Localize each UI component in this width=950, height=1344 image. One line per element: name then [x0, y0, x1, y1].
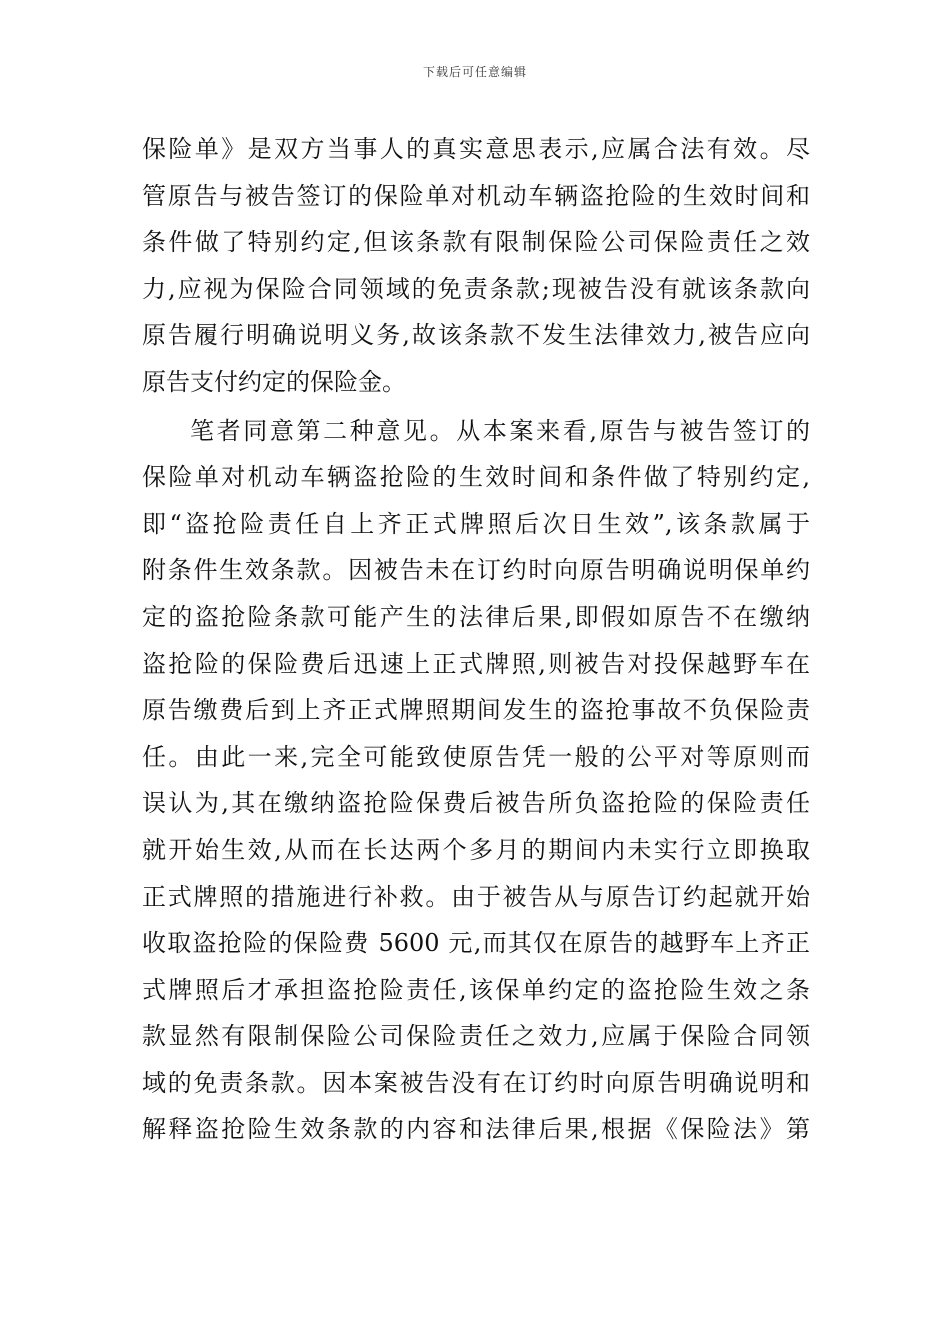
- text-line: 条件做了特别约定,但该条款有限制保险公司保险责任之效: [142, 228, 810, 257]
- text-line: 式牌照后才承担盗抢险责任,该保单约定的盗抢险生效之条: [142, 975, 810, 1004]
- text-line: 管原告与被告签订的保险单对机动车辆盗抢险的生效时间和: [142, 181, 810, 210]
- text-line: 款显然有限制保险公司保险责任之效力,应属于保险合同领: [142, 1022, 810, 1051]
- page-header: 下载后可任意编辑: [422, 65, 527, 79]
- text-line: 即“盗抢险责任自上齐正式牌照后次日生效”,该条款属于: [142, 509, 810, 538]
- text-line: 保险单》是双方当事人的真实意思表示,应属合法有效。尽: [142, 135, 810, 163]
- text-line: 附条件生效条款。因被告未在订约时向原告明确说明保单约: [142, 556, 810, 585]
- text-line: 任。由此一来,完全可能致使原告凭一般的公平对等原则而: [142, 742, 810, 771]
- text-line: 域的免责条款。因本案被告没有在订约时向原告明确说明和: [142, 1068, 810, 1097]
- text-line: 保险单对机动车辆盗抢险的生效时间和条件做了特别约定,: [142, 463, 810, 492]
- body-text: [142, 126, 810, 1153]
- text-line: 笔者同意第二种意见。从本案来看,原告与被告签订的: [190, 416, 810, 445]
- text-line: 就开始生效,从而在长达两个多月的期间内未实行立即换取: [142, 835, 810, 864]
- text-line: 定的盗抢险条款可能产生的法律后果,即假如原告不在缴纳: [142, 602, 810, 631]
- text-line: 原告缴费后到上齐正式牌照期间发生的盗抢事故不负保险责: [142, 696, 810, 725]
- text-line: 原告履行明确说明义务,故该条款不发生法律效力,被告应向: [142, 321, 810, 350]
- text-line: 误认为,其在缴纳盗抢险保费后被告所负盗抢险的保险责任: [142, 789, 810, 818]
- paragraph-2: [142, 408, 810, 1154]
- text-line: 力,应视为保险合同领域的免责条款;现被告没有就该条款向: [142, 274, 810, 303]
- text-line: 盗抢险的保险费后迅速上正式牌照,则被告对投保越野车在: [142, 649, 810, 678]
- text-line: 原告支付约定的保险金。: [142, 367, 406, 396]
- text-line: 正式牌照的措施进行补救。由于被告从与原告订约起就开始: [142, 882, 810, 911]
- text-line: 收取盗抢险的保险费 5600 元,而其仅在原告的越野车上齐正: [142, 929, 810, 958]
- text-line: 解释盗抢险生效条款的内容和法律后果,根据《保险法》第: [142, 1115, 810, 1144]
- paragraph-1: [142, 126, 810, 406]
